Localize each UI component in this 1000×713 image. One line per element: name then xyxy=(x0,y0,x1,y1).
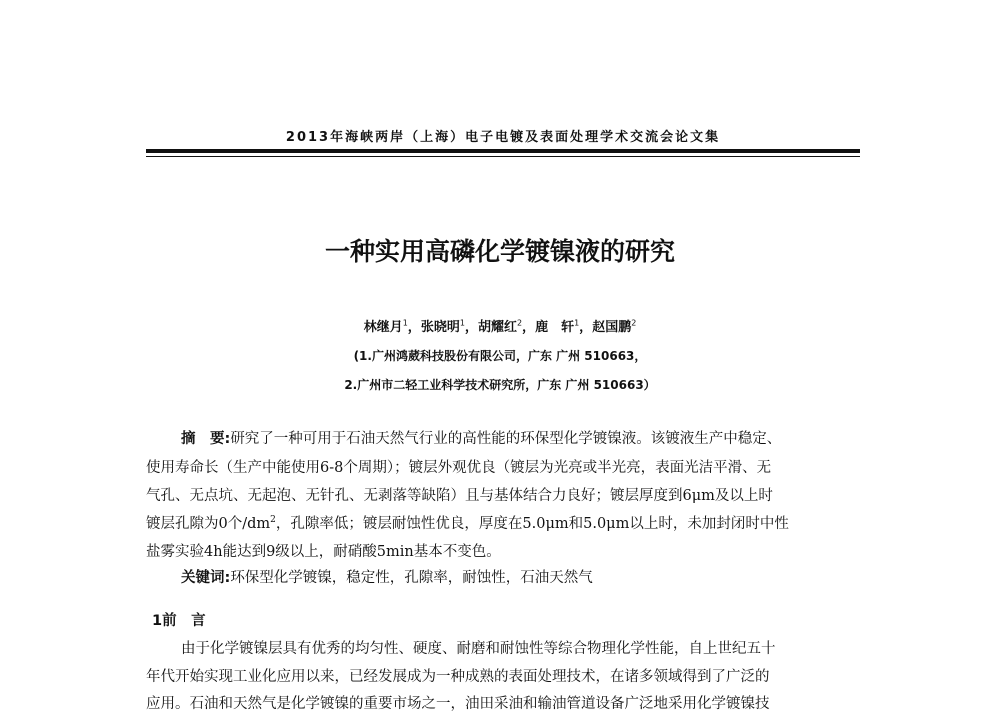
paper-title: 一种实用高磷化学镀镍液的研究 xyxy=(324,237,675,266)
keywords-label: 关键词: xyxy=(181,570,231,586)
author-separator: ， xyxy=(579,320,593,335)
header-rule-thick xyxy=(146,149,860,153)
body-paragraph-line: 由于化学镀镍层具有优秀的均匀性、硬度、耐磨和耐蚀性等综合物理化学性能，自上世纪五十 xyxy=(181,641,776,657)
keywords-line xyxy=(181,566,860,587)
abstract-label: 摘 要: xyxy=(181,431,231,447)
author-list xyxy=(0,316,1000,335)
keywords-text: 环保型化学镀镍，稳定性，孔隙率，耐蚀性，石油天然气 xyxy=(230,570,593,586)
affiliation-line: (1.广州鸿葳科技股份有限公司，广东 广州 510663， xyxy=(353,349,647,363)
body-paragraph-line: 应用。石油和天然气是化学镀镍的重要市场之一，油田采油和输油管道设备广泛地采用化学镀镍技 xyxy=(146,696,770,712)
abstract-line xyxy=(181,427,860,448)
abstract-line xyxy=(146,512,860,533)
author-name: 张晓明 xyxy=(420,320,460,335)
author-affiliation-mark: 1 xyxy=(459,318,465,328)
header-rule-thin xyxy=(146,156,860,157)
abstract-line: 使用寿命长（生产中能使用6-8个周期）；镀层外观优良（镀层为光亮或半光亮，表面光洁平滑、无 xyxy=(146,460,772,476)
abstract-text: 研究了一种可用于石油天然气行业的高性能的环保型化学镀镍液。该镀液生产中稳定、 xyxy=(230,431,782,447)
section-heading: 1前 言 xyxy=(152,613,206,629)
affiliation-line: 2.广州市二轻工业科学技术研究所，广东 广州 510663） xyxy=(344,378,656,392)
author-affiliation-mark: 1 xyxy=(402,318,408,328)
author-separator: ， xyxy=(464,320,478,335)
abstract-text: ，孔隙率低；镀层耐蚀性优良，厚度在5.0μm和5.0μm以上时，未加封闭时中性 xyxy=(275,516,789,532)
superscript-exponent: 2 xyxy=(270,515,276,526)
abstract-line: 气孔、无点坑、无起泡、无针孔、无剥落等缺陷）且与基体结合力良好；镀层厚度到6μm及以上时 xyxy=(146,488,773,504)
abstract-porosity-text: 镀层孔隙为0个/dm xyxy=(146,516,271,532)
author-separator: ， xyxy=(522,320,536,335)
author-name: 赵国鹏 xyxy=(592,320,632,335)
author-affiliation-mark: 2 xyxy=(516,318,523,328)
author-affiliation-mark: 1 xyxy=(574,318,580,328)
author-affiliation-mark: 2 xyxy=(631,318,637,328)
author-separator: ， xyxy=(407,320,421,335)
author-name: 林继月 xyxy=(363,320,403,335)
abstract-line: 盐雾实验4h能达到9级以上，耐硝酸5min基本不变色。 xyxy=(146,544,501,560)
author-name: 胡耀红 xyxy=(477,320,517,335)
author-name: 鹿 轩 xyxy=(535,320,575,335)
body-paragraph-line: 年代开始实现工业化应用以来，已经发展成为一种成熟的表面处理技术，在诸多领域得到了广泛的 xyxy=(146,669,770,685)
running-header: 2013年海峡两岸（上海）电子电镀及表面处理学术交流会论文集 xyxy=(285,130,721,145)
